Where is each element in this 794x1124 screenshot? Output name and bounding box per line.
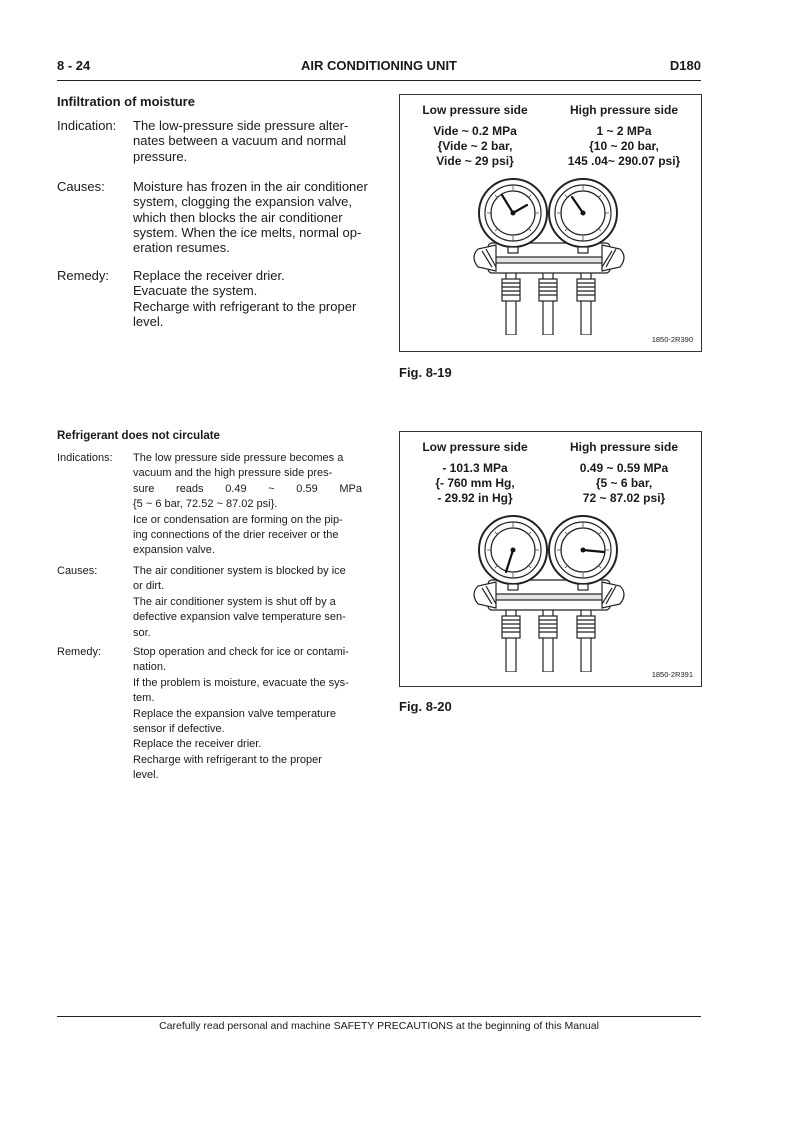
fig1-high-values: 1 ~ 2 MPa {10 ~ 20 bar, 145 .04~ 290.07 psi} [567,124,681,168]
fig1-low-title: Low pressure side [422,103,528,117]
causes-row-2 [57,564,362,642]
section-title-circulation: Refrigerant does not circulate [57,430,220,442]
indication-label: Indication: [57,118,117,133]
fig2-low-title: Low pressure side [422,440,528,454]
remedy-label: Remedy: [57,268,110,283]
header-rule [57,80,701,81]
footer-rule [57,1016,701,1017]
fig2-manifold-gauge-drawing [400,508,701,672]
fig1-manifold-gauge-drawing [400,171,701,335]
fig2-high-values: 0.49 ~ 0.59 MPa {5 ~ 6 bar, 72 ~ 87.02 psi} [579,461,669,505]
figure-8-19 [399,94,702,352]
remedy-row-2 [57,645,362,785]
figure-caption-8-20: Fig. 8-20 [399,699,452,714]
indications-text: The low pressure side pressure becomes a vacuum and the high pressure side pres- sure reads 0.49 ~ 0.59 MPa {5 ~ 6 bar, 72.52 ~ 87.02 psi}. Ice or condensation are forming on the pip- ing connections of the drier receiver or the expansion valve. [133,452,362,557]
figure-caption-8-19: Fig. 8-19 [399,365,452,380]
indication-text: The low-pressure side pressure alter- nates between a vacuum and normal pressure. [133,118,349,164]
safety-footer: Carefully read personal and machine SAFETY PRECAUTIONS at the beginning of this Manual [159,1020,599,1032]
indications-label: Indications: [57,452,113,464]
causes-text-2: The air conditioner system is blocked by ice or dirt. The air conditioner system is shut off by a defective expansion valve temperature sen- sor. [133,565,346,639]
indications-row [57,451,362,559]
fig2-drawing-code: 1850-2R391 [651,670,693,679]
figure-8-20 [399,431,702,687]
model-label: D180 [669,58,701,73]
causes-label-2: Causes: [57,565,98,577]
remedy-text-2: Stop operation and check for ice or contami- nation. If the problem is moisture, evacuate the sys- tem. Replace the expansion valve temperature sensor if defective. Replace the receiver drier. Recharge with refrigerant to the proper level. [133,646,349,782]
causes-text: Moisture has frozen in the air conditioner system, clogging the expansion valve, which then blocks the air conditioner system. When the ice melts, normal op- eration resumes. [133,179,368,256]
section-title-moisture: Infiltration of moisture [57,94,195,109]
page-title: AIR CONDITIONING UNIT [301,58,457,73]
remedy-label-2: Remedy: [57,646,102,658]
remedy-text: Replace the receiver drier. Evacuate the system. Recharge with refrigerant to the proper level. [133,268,357,329]
fig2-low-values: - 101.3 MPa {- 760 mm Hg, - 29.92 in Hg} [435,461,515,505]
fig1-high-title: High pressure side [569,103,679,117]
causes-label: Causes: [57,179,105,194]
fig2-high-title: High pressure side [569,440,679,454]
causes-row [57,179,368,257]
indication-row [57,118,362,166]
page-header [57,58,701,78]
fig1-drawing-code: 1850-2R390 [651,335,693,344]
fig1-low-values: Vide ~ 0.2 MPa {Vide ~ 2 bar, Vide ~ 29 psi} [433,124,517,168]
remedy-row [57,268,362,332]
page-number: 8 - 24 [57,58,91,73]
